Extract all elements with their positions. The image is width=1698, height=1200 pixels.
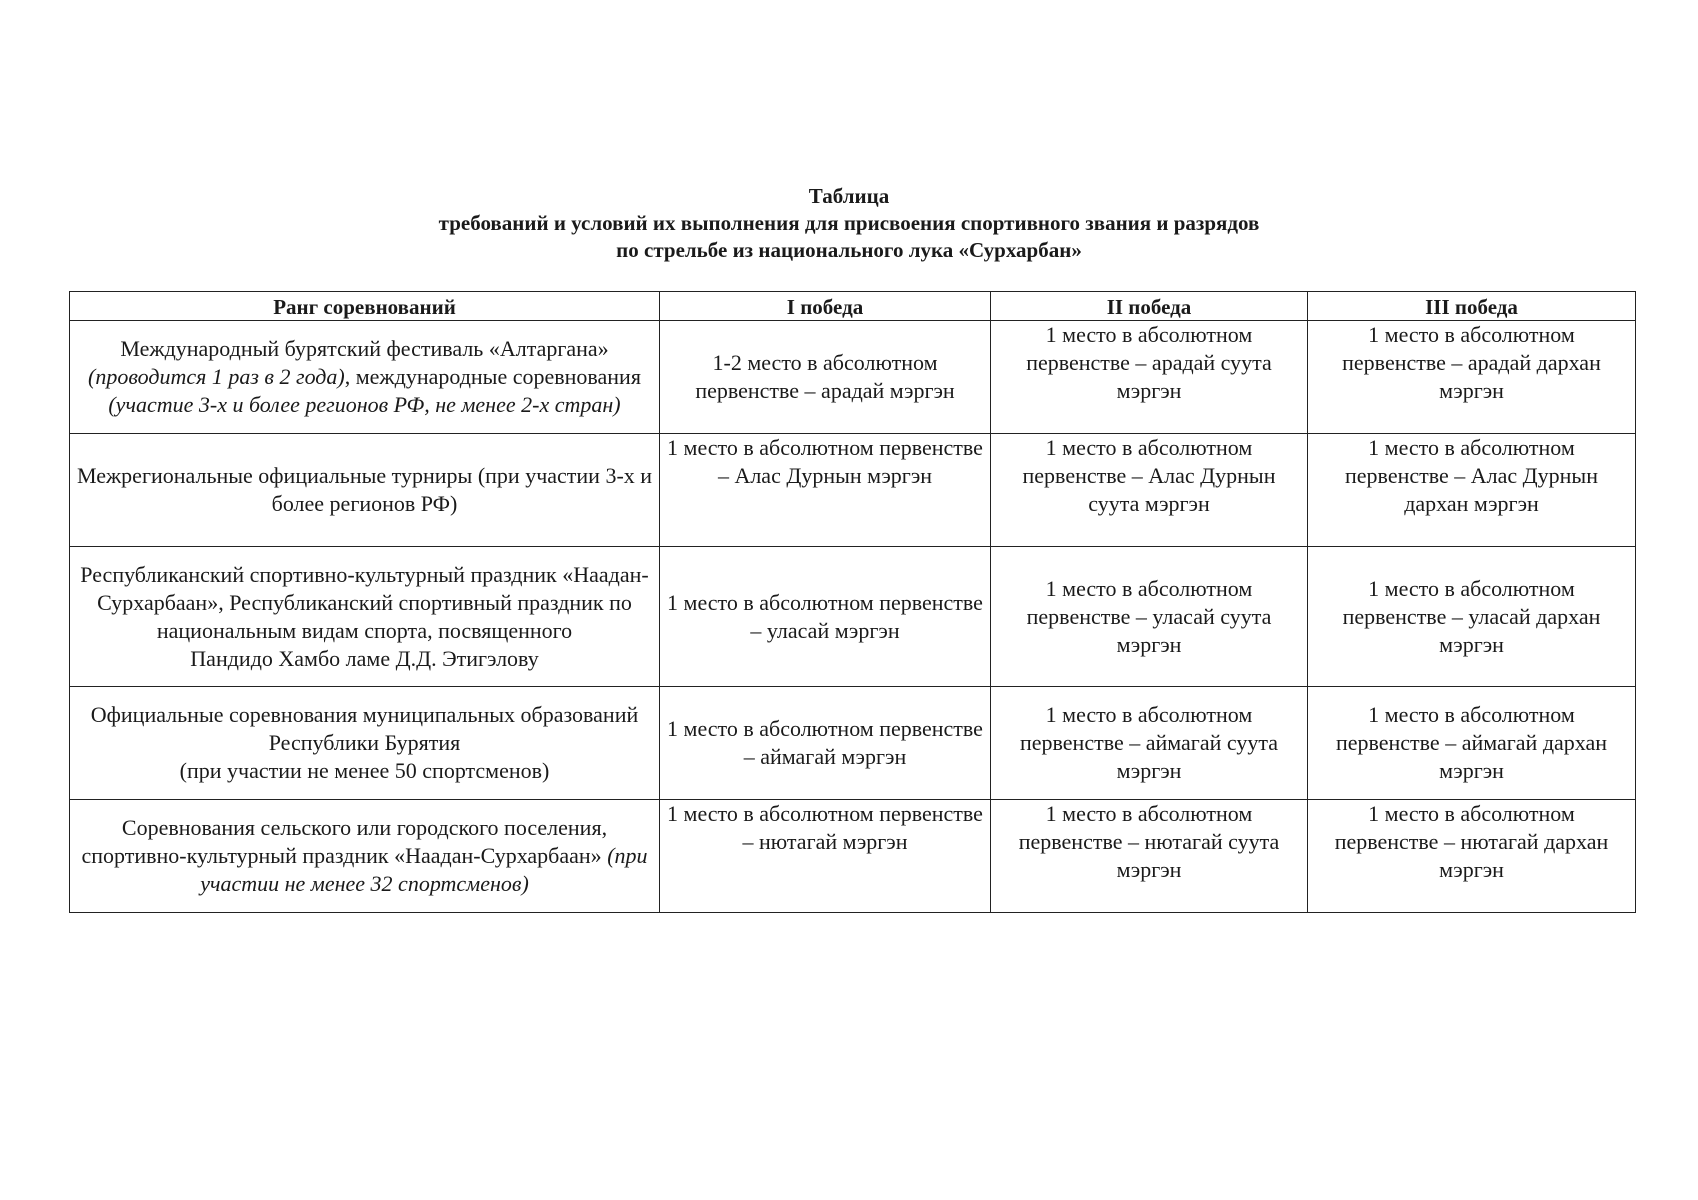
rank-text: Международный бурятский фестиваль «Алтаргана» — [120, 336, 609, 361]
heading-title: Таблица — [808, 184, 890, 208]
rank-cell — [70, 687, 660, 800]
table-header-row — [70, 292, 1636, 321]
win2-cell: 1 место в абсолютном первенстве – нютагай суута мэргэн — [991, 800, 1308, 913]
rank-text: Соревнования сельского или городского поселения, спортивно-культурный праздник «Наадан-Сурхарбаан» — [81, 815, 608, 868]
rank-text: Официальные соревнования муниципальных образований Республики Бурятия — [90, 702, 639, 755]
column-header-rank: Ранг соревнований — [70, 292, 660, 321]
rank-note: (при участии не менее 32 спортсменов) — [200, 843, 648, 896]
rank-cell — [70, 800, 660, 913]
column-header-win2: II победа — [991, 292, 1308, 321]
column-header-win3: III победа — [1308, 292, 1636, 321]
win3-cell: 1 место в абсолютном первенстве – аймагай дархан мэргэн — [1308, 687, 1636, 800]
rank-cell — [70, 321, 660, 434]
rank-note: (проводится 1 раз в 2 года) — [88, 364, 345, 389]
table-row — [70, 434, 1636, 547]
table-row — [70, 547, 1636, 687]
win3-cell: 1 место в абсолютном первенстве – арадай дархан мэргэн — [1308, 321, 1636, 434]
heading-subtitle-line1: требований и условий их выполнения для присвоения спортивного звания и разрядов — [438, 211, 1260, 235]
rank-note: (при участии не менее 50 спортсменов) — [179, 758, 550, 783]
rank-cell — [70, 547, 660, 687]
rank-text: , международные соревнования — [344, 364, 641, 389]
table-row — [70, 800, 1636, 913]
win1-cell: 1 место в абсолютном первенстве – нютагай мэргэн — [660, 800, 991, 913]
win1-cell: 1-2 место в абсолютном первенстве – арадай мэргэн — [660, 321, 991, 434]
win1-cell: 1 место в абсолютном первенстве – уласай мэргэн — [660, 547, 991, 687]
document-heading — [0, 183, 1698, 264]
win3-cell: 1 место в абсолютном первенстве – уласай дархан мэргэн — [1308, 547, 1636, 687]
rank-text: Республиканский спортивно-культурный праздник «Наадан-Сурхарбаан», Республиканский спортивный праздник по национальным видам спорта, посвященного — [80, 561, 649, 643]
table-row — [70, 321, 1636, 434]
table-row — [70, 687, 1636, 800]
rank-note: (участие 3-х и более регионов РФ, не менее 2-х стран) — [108, 392, 621, 417]
win3-cell: 1 место в абсолютном первенстве – Алас Дурнын дархан мэргэн — [1308, 434, 1636, 547]
rank-text: Пандидо Хамбо ламе Д.Д. Этигэлову — [190, 645, 539, 671]
win1-cell: 1 место в абсолютном первенстве – аймагай мэргэн — [660, 687, 991, 800]
win2-cell: 1 место в абсолютном первенстве – арадай суута мэргэн — [991, 321, 1308, 434]
requirements-table — [69, 291, 1636, 913]
heading-subtitle-line2: по стрельбе из национального лука «Сурхарбан» — [616, 238, 1082, 262]
column-header-win1: I победа — [660, 292, 991, 321]
win2-cell: 1 место в абсолютном первенстве – Алас Дурнын суута мэргэн — [991, 434, 1308, 547]
win2-cell: 1 место в абсолютном первенстве – уласай суута мэргэн — [991, 547, 1308, 687]
win1-cell: 1 место в абсолютном первенстве – Алас Дурнын мэргэн — [660, 434, 991, 547]
win2-cell: 1 место в абсолютном первенстве – аймагай суута мэргэн — [991, 687, 1308, 800]
rank-cell: Межрегиональные официальные турниры (при участии 3-х и более регионов РФ) — [70, 434, 660, 547]
win3-cell: 1 место в абсолютном первенстве – нютагай дархан мэргэн — [1308, 800, 1636, 913]
